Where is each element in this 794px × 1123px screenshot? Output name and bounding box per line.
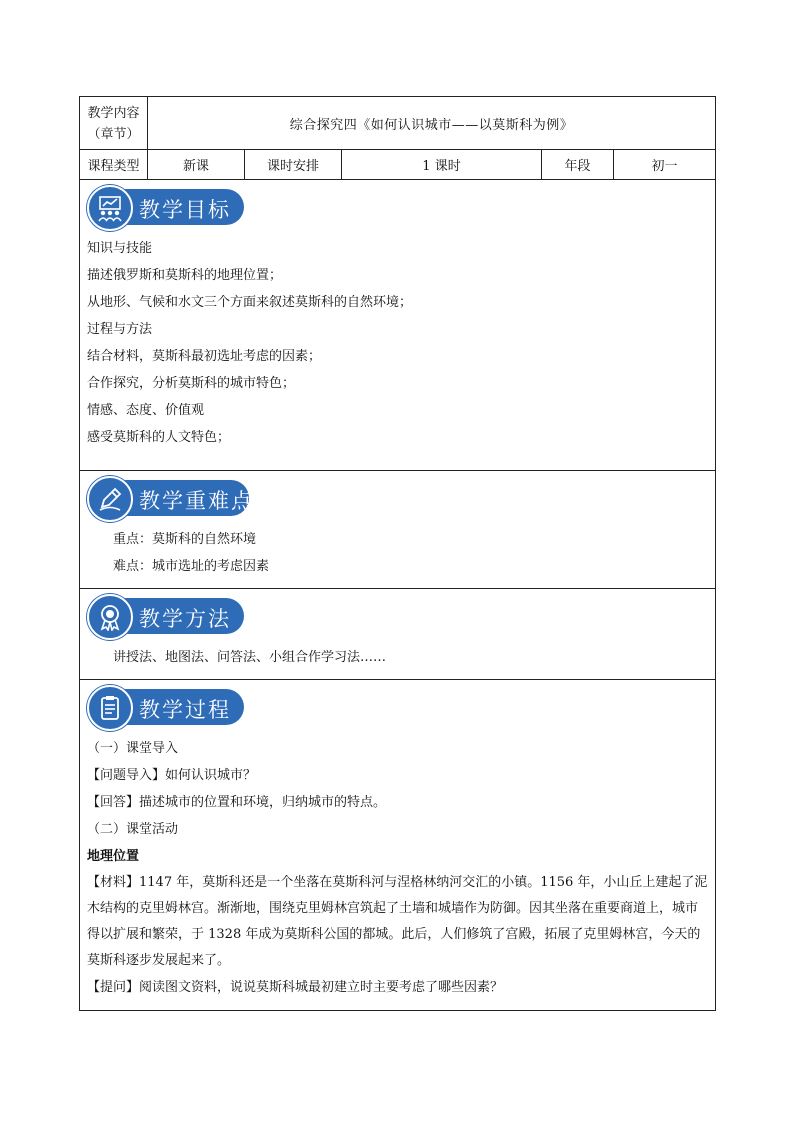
- lesson-plan: [79, 96, 715, 1011]
- intro-heading: （一）课堂导入: [87, 741, 179, 756]
- methods-text: 讲授法、地图法、问答法、小组合作学习法……: [113, 650, 387, 665]
- goal-line: 过程与方法: [87, 322, 153, 337]
- lesson-table: [79, 96, 716, 1011]
- hours-label: 课时安排: [245, 150, 342, 180]
- methods-banner-label: 教学方法: [139, 607, 231, 631]
- activity-heading: （二）课堂活动: [87, 822, 179, 837]
- goal-line: 情感、态度、价值观: [87, 403, 205, 418]
- grade-label: 年段: [542, 150, 614, 180]
- question-intro: 【问题导入】如何认识城市？: [87, 768, 257, 783]
- content-label-line2: （章节）: [87, 127, 140, 142]
- difficulty-point: 难点：城市选址的考虑因素: [113, 559, 270, 574]
- pencil-icon: [96, 485, 124, 513]
- methods-banner: [87, 594, 709, 638]
- material-paragraph: 【材料】1147 年，莫斯科还是一个坐落在莫斯科河与涅格林纳河交汇的小镇。1156 年，小山丘上建起了泥木结构的克里姆林宫。渐渐地，围绕克里姆林宫筑起了土墙和城墙作为防御。因其坐落在重要商道上，城市得以扩展和繁荣，于 1328 年成为莫斯科公国的都城。此后，人们修筑了宫殿，拓展了克里姆林宫，今天的莫斯科逐步发展起来了。: [87, 875, 708, 968]
- type-label: 课程类型: [80, 150, 148, 180]
- goal-line: 感受莫斯科的人文特色；: [87, 430, 231, 445]
- key-points-banner: [87, 476, 709, 520]
- goals-banner-label: 教学目标: [139, 198, 231, 222]
- award-ribbon-icon: [96, 603, 124, 631]
- key-points-banner-label: 教学重难点: [139, 489, 254, 513]
- process-banner-label: 教学过程: [139, 698, 231, 722]
- focus-point: 重点：莫斯科的自然环境: [113, 532, 257, 547]
- goal-line: 描述俄罗斯和莫斯科的地理位置；: [87, 268, 283, 283]
- process-section: [80, 680, 716, 1011]
- clipboard-icon: [96, 694, 124, 722]
- content-label-cell: [80, 97, 148, 150]
- content-label-line1: 教学内容: [87, 106, 140, 121]
- page-title: 综合探究四《如何认识城市——以莫斯科为例》: [148, 97, 716, 150]
- goal-line: 结合材料，莫斯科最初选址考虑的因素；: [87, 349, 322, 364]
- people-chart-icon: [96, 194, 124, 222]
- process-banner: [87, 685, 710, 729]
- answer: 【回答】描述城市的位置和环境，归纳城市的特点。: [87, 795, 387, 810]
- goal-line: 合作探究，分析莫斯科的城市特色；: [87, 376, 296, 391]
- hours-value: 1 课时: [342, 150, 542, 180]
- goal-line: 从地形、气候和水文三个方面来叙述莫斯科的自然环境；: [87, 295, 413, 310]
- subheading-location: 地理位置: [87, 849, 140, 864]
- goals-banner: [87, 185, 709, 229]
- question-text: 【提问】阅读图文资料，说说莫斯科城最初建立时主要考虑了哪些因素？: [87, 980, 504, 995]
- grade-value: 初一: [614, 150, 716, 180]
- type-value: 新课: [148, 150, 245, 180]
- goal-line: 知识与技能: [87, 241, 153, 256]
- methods-section: [80, 589, 716, 680]
- key-points-section: [80, 471, 716, 589]
- goals-section: [80, 180, 716, 471]
